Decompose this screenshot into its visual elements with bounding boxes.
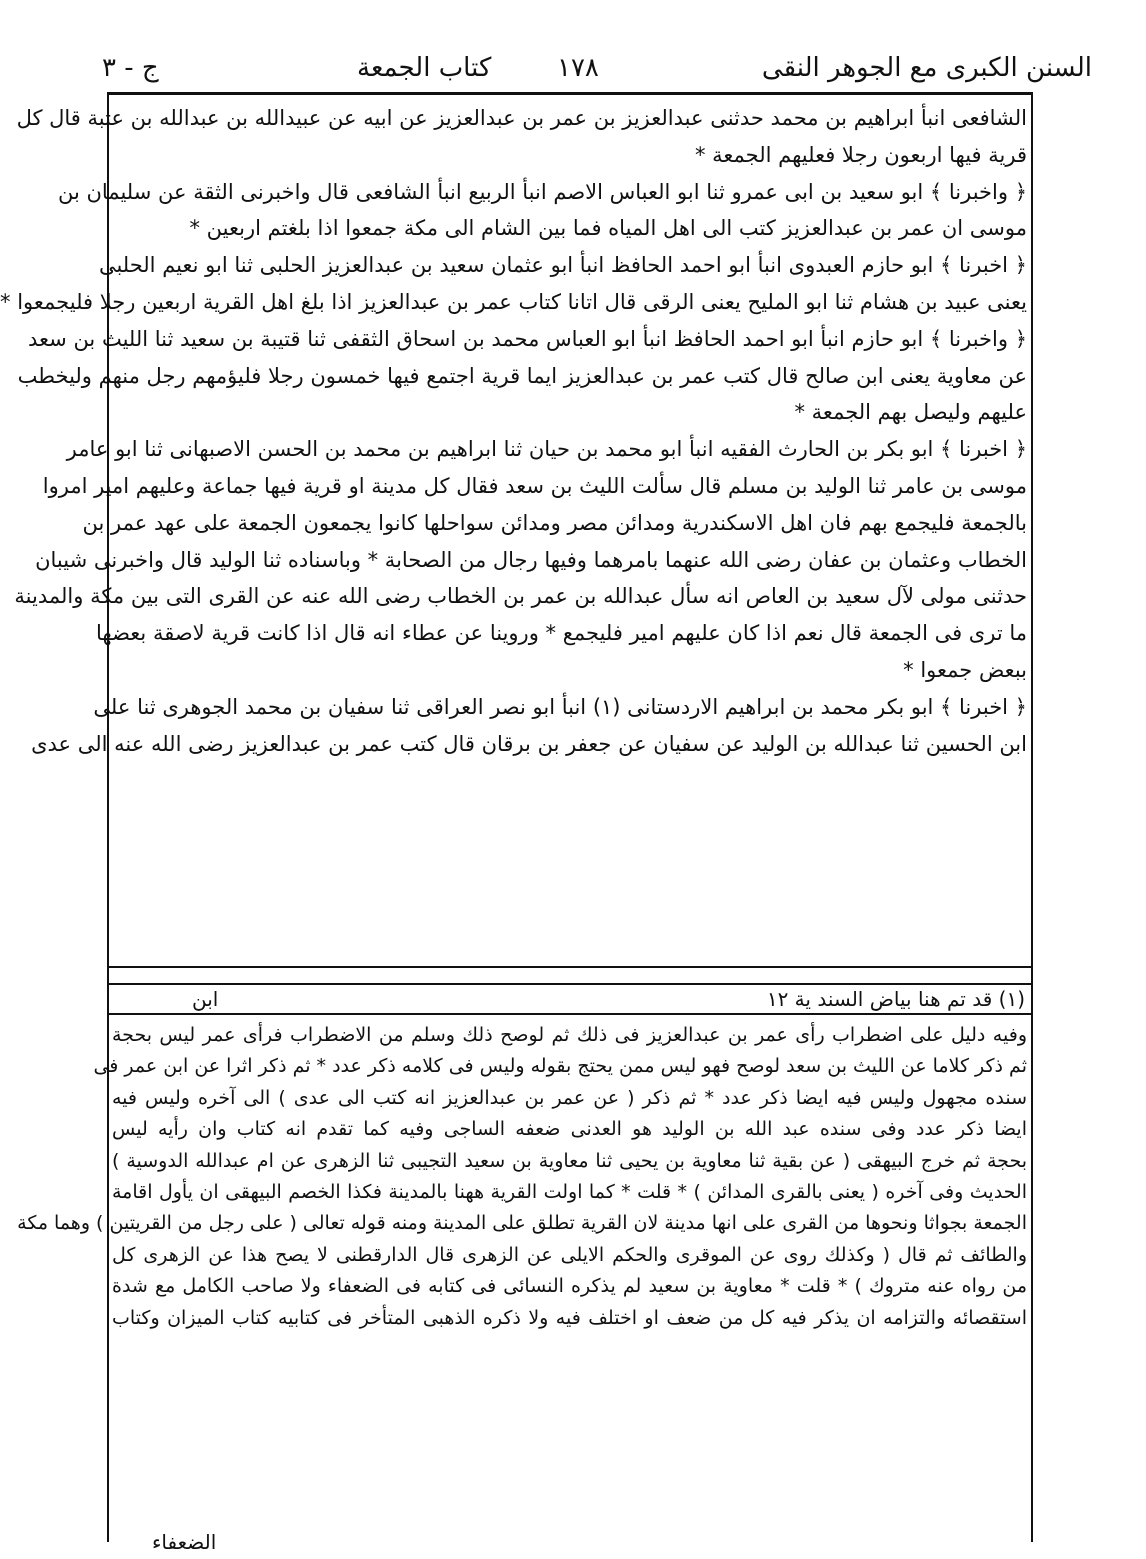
page-header [102,48,1092,90]
text-line: الشافعى انبأ ابراهيم بن محمد حدثنى عبدالعزيز بن عمر بن عبدالعزيز عن ابيه عن عبيدالله بن عبدالله بن عتبة قال كل [16,106,1027,130]
text-line: ما ترى فى الجمعة قال نعم اذا كان عليهم امير فليجمع * وروينا عن عطاء انه قال اذا كانت قرية لاصقة بعضها [96,621,1027,646]
footnote-text: (١) قد تم هنا بياض السند ية ١٢ [766,987,1025,1011]
text-line: ﴿ اخبرنا ﴾ ابو بكر محمد بن ابراهيم الاردستانى (١) انبأ ابو نصر العراقى ثنا سفيان بن محمد الجوهرى ثنا على [93,694,1027,719]
text-line: ﴿ اخبرنا ﴾ ابو حازم العبدوى انبأ ابو احمد الحافظ انبأ ابو عثمان سعيد بن عبدالعزيز الحلبى ثنا ابو نعيم الحلبى [98,253,1027,278]
commentary-line: سنده مجهول وليس فيه ايضا ذكر عدد * ثم ذكر ( عن عمر بن عبدالعزيز انه كتب الى عدى ) الى آخره وليس فيه [112,1086,1027,1109]
page-catchword: الضعفاء [152,1530,217,1554]
text-line: ببعض جمعوا * [903,657,1027,682]
page-number: ١٧٨ [557,53,599,83]
text-line: عن معاوية يعنى ابن صالح قال كتب عمر بن عبدالعزيز ايما قرية اجتمع فيها خمسون رجلا فليؤمهم رجل منهم وليخطب [17,363,1027,388]
text-line: الخطاب وعثمان بن عفان رضى الله عنهما بامرهما وفيها رجال من الصحابة * وباسناده ثنا الوليد قال واخبرنى شيبان [35,547,1027,572]
text-line: ﴿ واخبرنا ﴾ ابو سعيد بن ابى عمرو ثنا ابو العباس الاصم انبأ الربيع انبأ الشافعى قال واخبرنى الثقة عن سليمان بن [57,179,1027,204]
text-line: يعنى عبيد بن هشام ثنا ابو المليح يعنى الرقى قال اتانا كتاب عمر بن عبدالعزيز اذا بلغ اهل القرية اربعين رجلا فليجمعوا * [0,289,1027,314]
text-line: ابن الحسين ثنا عبدالله بن الوليد عن سفيان عن جعفر بن برقان قال كتب عمر بن عبدالعزيز رضى الله عنه الى عدى [31,731,1027,756]
text-line: ﴿ اخبرنا ﴾ ابو بكر بن الحارث الفقيه انبأ ابو محمد بن حيان ثنا ابراهيم بن محمد بن الحسن الاصبهانى ثنا ابو عامر [66,437,1027,462]
footnote-box [107,983,1033,1015]
volume-label: ج - ٣ [102,53,159,83]
text-line: عليهم وليصل بهم الجمعة * [794,400,1027,425]
commentary-line: بحجة ثم خرج البيهقى ( عن بقية ثنا معاوية بن يحيى ثنا معاوية بن سعيد التجيبى ثنا الزهرى عن ام عبدالله الدوسية ) [112,1149,1027,1172]
main-text-block [0,100,1027,965]
book-title: السنن الكبرى مع الجوهر النقى [761,53,1092,83]
commentary-line: والطائف ثم قال ( وكذلك روى عن الموقرى والحكم الايلى عن الزهرى قال الدارقطنى لا يصح هذا عن الزهرى كل [112,1243,1027,1266]
section-divider [107,966,1033,968]
commentary-line: الجمعة بجواثا ونحوها من القرى على انها مدينة لان القرية تطلق على المدينة ومنه قوله تعالى ( على رجل من القريتين ) وهما مكة [17,1212,1027,1235]
commentary-line: ايضا ذكر عدد وفى سنده عبد الله بن الوليد هو العدنى ضعفه الساجى وفيه كما تقدم انه كتاب وان رأيه ليس [112,1118,1027,1141]
text-line: قرية فيها اربعون رجلا فعليهم الجمعة * [694,142,1027,167]
text-line: حدثنى مولى لآل سعيد بن العاص انه سأل عبدالله بن عمر بن الخطاب رضى الله عنه عن القرى التى بين مكة والمدينة [14,584,1027,609]
text-line: موسى ان عمر بن عبدالعزيز كتب الى اهل المياه فما بين الشام الى مكة جمعوا اذا بلغتم اربعين * [189,216,1027,241]
chapter-title: كتاب الجمعة [357,53,492,83]
commentary-line: ثم ذكر كلاما عن الليث بن سعد لوصح فهو ليس ممن يحتج بقوله وليس فى كلامه ذكر عدد * ثم ذكر اثرا عن ابن عمر فى [93,1055,1027,1078]
commentary-line: الحديث وفى آخره ( يعنى بالقرى المدائن ) * قلت * كما اولت القرية ههنا بالمدينة فكذا الخصم البيهقى ان يأول اقامة [112,1180,1027,1203]
commentary-line: وفيه دليل على اضطراب رأى عمر بن عبدالعزيز فى ذلك ثم لوصح ذلك وسلم من الاضطراب فرأى عمر ليس بحجة [112,1024,1027,1046]
commentary-line: من رواه عنه متروك ) * قلت * معاوية بن سعيد لم يذكره النسائى فى كتابه فى الضعفاء ولا صاحب الكامل مع شدة [112,1275,1027,1298]
footnote-catchword: ابن [192,987,219,1011]
text-line: موسى بن عامر ثنا الوليد بن مسلم قال سألت الليث بن سعد فقال كل مدينة او قرية فيها جماعة وعليهم امير امروا [42,473,1027,498]
commentary-line: استقصائه والتزامه ان يذكر فيه كل من ضعف او اختلف فيه ولا ذكره الذهبى المتأخر فى كتابيه كتاب الميزان وكتاب [112,1306,1027,1329]
commentary-block [17,1020,1027,1525]
text-line: ﴿ واخبرنا ﴾ ابو حازم انبأ ابو احمد الحافظ انبأ ابو العباس محمد بن اسحاق الثقفى ثنا قتيبة بن سعيد ثنا الليث بن سعد [28,326,1027,351]
text-line: بالجمعة فليجمع بهم فان اهل الاسكندرية ومدائن مصر ومدائن سواحلها كانوا يجمعون الجمعة على عهد عمر بن [82,510,1027,535]
